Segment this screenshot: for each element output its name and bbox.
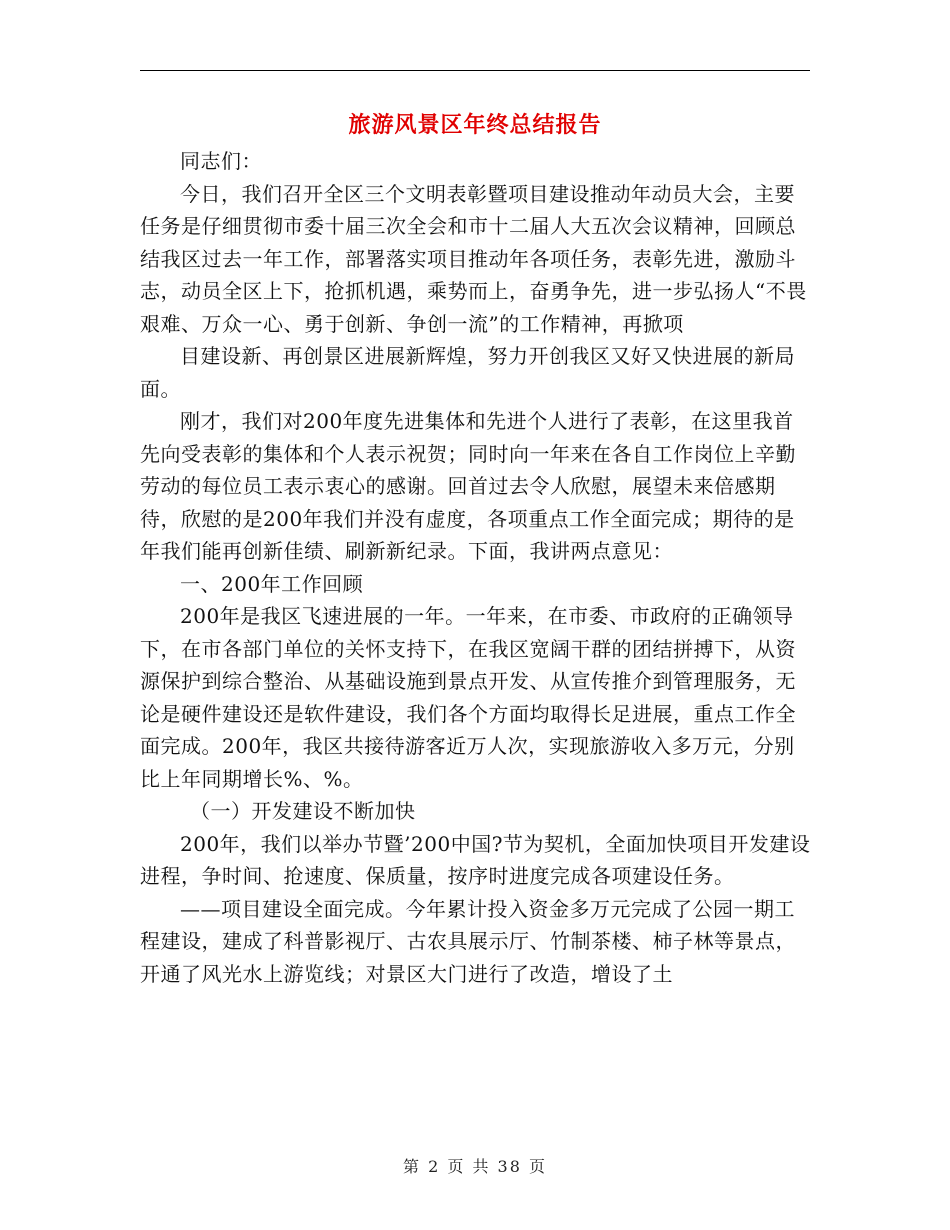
paragraph: 200年是我区飞速进展的一年。一年来，在市委、市政府的正确领导下，在市各部门单位的关怀支持下，在我区宽阔干群的团结拼搏下，从资源保护到综合整治、从基础设施到景点开发、从宣传推介到管理服务，无论是硬件建设还是软件建设，我们各个方面均取得长足进展，重点工作全面完成。200年，我区共接待游客近万人次，实现旅游收入多万元，分别比上年同期增长%、%。: [140, 604, 796, 791]
section-heading: 一、200年工作回顾: [180, 571, 364, 596]
subsection-heading: （一）开发建设不断加快: [190, 799, 416, 823]
header-rule: [140, 70, 810, 71]
paragraph-greeting: 同志们：: [180, 149, 262, 173]
paragraph: 200年，我们以举办节暨’200中国?节为契机，全面加快项目开发建设进程，争时间、抢速度、保质量，按序时进度完成各项建设任务。: [140, 831, 811, 888]
paragraph: 目建设新、再创景区进展新辉煌，努力开创我区又好又快进展的新局面。: [140, 344, 795, 401]
page-number: 第 2 页 共 38 页: [403, 1157, 547, 1176]
paragraph: ——项目建设全面完成。今年累计投入资金多万元完成了公园一期工程建设，建成了科普影视厅、古农具展示厅、竹制茶楼、柿子林等景点，开通了风光水上游览线；对景区大门进行了改造，增设了土: [140, 896, 796, 986]
document-title: 旅游风景区年终总结报告: [348, 112, 602, 138]
paragraph: 今日，我们召开全区三个文明表彰暨项目建设推动年动员大会，主要任务是仔细贯彻市委十届三次全会和市十二届人大五次会议精神，回顾总结我区过去一年工作，部署落实项目推动年各项任务，表彰先进，激励斗志，动员全区上下，抢抓机遇，乘势而上，奋勇争先，进一步弘扬人“不畏艰难、万众一心、勇于创新、争创一流”的工作精神，再掀项: [140, 181, 807, 336]
document-body: [140, 145, 812, 990]
paragraph: 刚才，我们对200年度先进集体和先进个人进行了表彰，在这里我首先向受表彰的集体和个人表示祝贺；同时向一年来在各自工作岗位上辛勤劳动的每位员工表示衷心的感谢。回首过去令人欣慰，展望未来倍感期待，欣慰的是200年我们并没有虚度，各项重点工作全面完成；期待的是年我们能再创新佳绩、刷新新纪录。下面，我讲两点意见：: [140, 409, 796, 563]
